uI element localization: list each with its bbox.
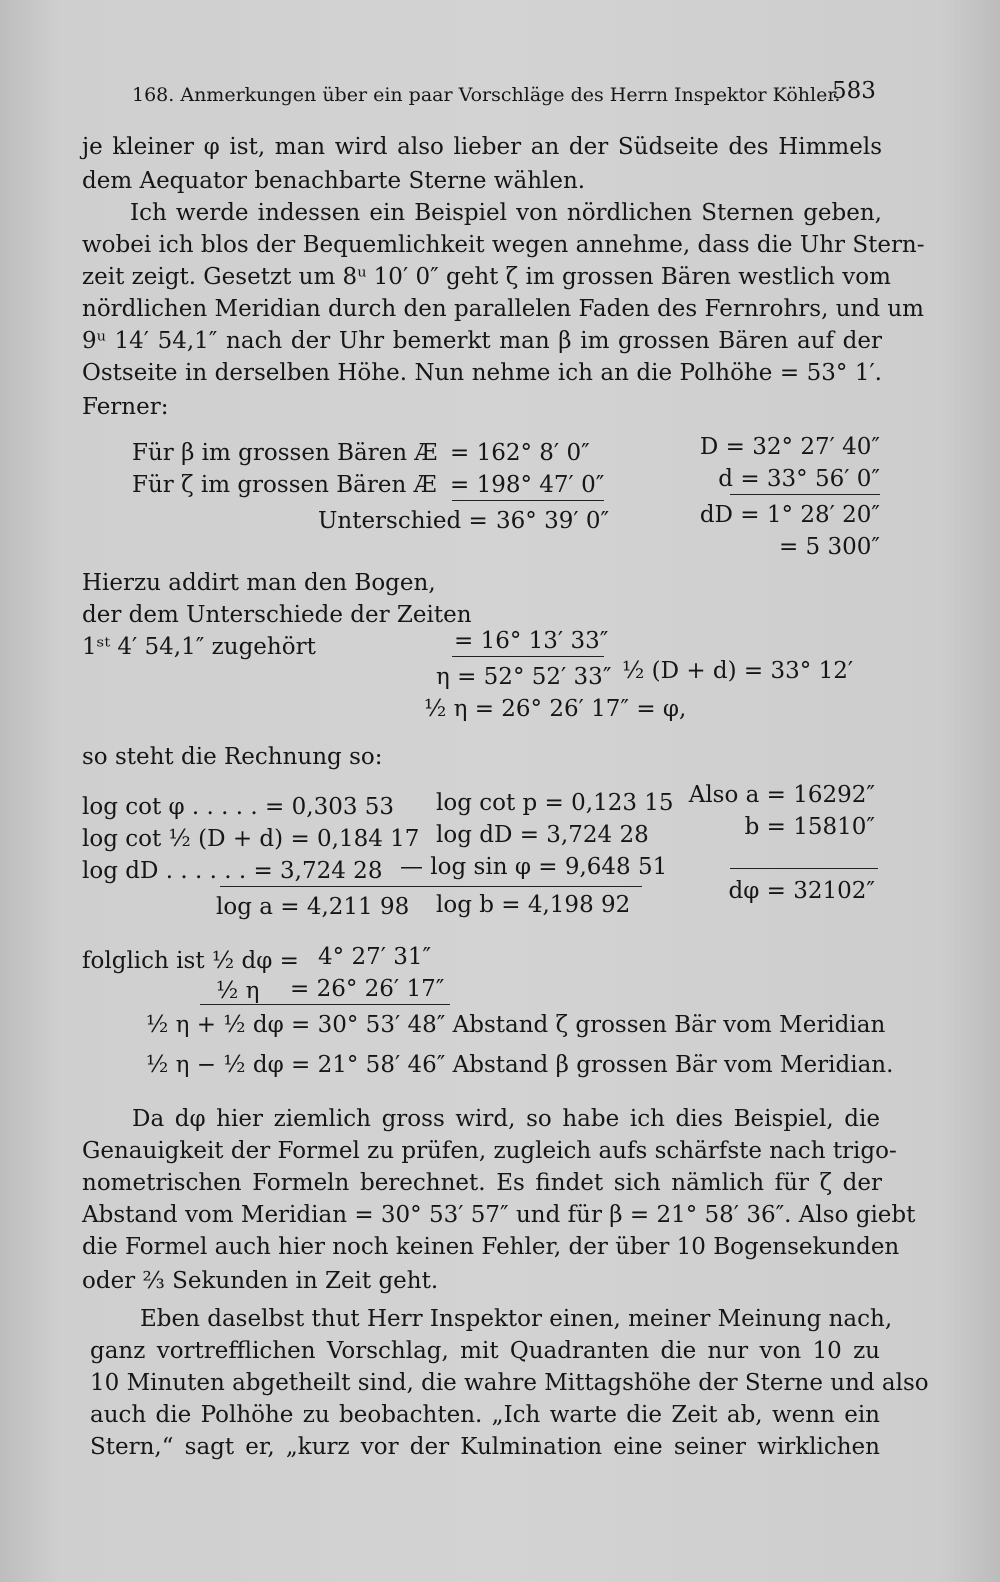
distance-beta: ½ η − ½ dφ = 21° 58′ 46″ Abstand β grossen Bär vom Meridian.	[146, 1052, 894, 1078]
page-number: 583	[832, 78, 876, 104]
text-line: 9ᵘ 14′ 54,1″ nach der Uhr bemerkt man β im grossen Bären auf der	[82, 328, 882, 354]
result-dphi: dφ = 32102″	[728, 878, 875, 904]
dD-value: dD = 1° 28′ 20″	[699, 502, 880, 528]
text-line: auch die Polhöhe zu beobachten. „Ich warte die Zeit ab, wenn ein	[90, 1402, 880, 1428]
half-eta-label: ½ η	[216, 978, 260, 1004]
text-line: Hierzu addirt man den Bogen,	[82, 570, 436, 596]
log-line: log cot ½ (D + d) = 0,184 17	[82, 826, 420, 852]
text-line: Ferner:	[82, 394, 169, 420]
dD-seconds: = 5 300″	[778, 534, 880, 560]
log-line: log cot φ . . . . . = 0,303 53	[82, 794, 395, 820]
distance-zeta: ½ η + ½ dφ = 30° 53′ 48″ Abstand ζ grossen Bär vom Meridian	[146, 1012, 886, 1038]
text-line: der dem Unterschiede der Zeiten	[82, 602, 472, 628]
log-line: log b = 4,198 92	[436, 892, 631, 918]
text-line: Eben daselbst thut Herr Inspektor einen, meiner Meinung nach,	[140, 1306, 893, 1332]
log-line: log dD = 3,724 28	[436, 822, 649, 848]
text-line: je kleiner φ ist, man wird also lieber an der Südseite des Himmels	[82, 134, 882, 160]
text-line: 10 Minuten abgetheilt sind, die wahre Mittagshöhe der Sterne und also	[90, 1370, 929, 1396]
log-line: log cot p = 0,123 15	[436, 790, 674, 816]
half-eta-value: ½ η = 26° 26′ 17″ = φ,	[424, 696, 687, 722]
ra-row-beta-label: Für β im grossen Bären Æ	[132, 440, 438, 466]
text-line: zeit zeigt. Gesetzt um 8ᵘ 10′ 0″ geht ζ im grossen Bären westlich vom	[82, 264, 891, 290]
sum-rule	[200, 1004, 450, 1005]
ra-row-zeta-label: Für ζ im grossen Bären Æ	[132, 472, 437, 498]
text-line: oder ⅔ Sekunden in Zeit geht.	[82, 1268, 439, 1294]
text-line: Abstand vom Meridian = 30° 53′ 57″ und für β = 21° 58′ 36″. Also giebt	[82, 1202, 916, 1228]
sum-rule	[452, 656, 604, 657]
text-line: die Formel auch hier noch keinen Fehler, der über 10 Bogensekunden	[82, 1234, 900, 1260]
text-line: nometrischen Formeln berechnet. Es findet sich nämlich für ζ der	[82, 1170, 882, 1196]
text-line: Ich werde indessen ein Beispiel von nördlichen Sternen geben,	[130, 200, 882, 226]
folglich-value: 4° 27′ 31″	[318, 944, 432, 970]
log-line: log dD . . . . . . = 3,724 28	[82, 858, 383, 884]
declination-D: D = 32° 27′ 40″	[699, 434, 880, 460]
result-a: Also a = 16292″	[688, 782, 875, 808]
log-line: log a = 4,211 98	[216, 894, 410, 920]
running-title: 168. Anmerkungen über ein paar Vorschläge des Herrn Inspektor Köhler.	[132, 84, 841, 106]
difference-label: Unterschied =	[318, 508, 488, 534]
log-line: — log sin φ = 9,648 51	[400, 854, 668, 880]
result-b: b = 15810″	[744, 814, 875, 840]
text-line: so steht die Rechnung so:	[82, 744, 383, 770]
half-eta-value: = 26° 26′ 17″	[290, 976, 445, 1002]
folglich-label: folglich ist ½ dφ =	[82, 948, 299, 974]
text-line: dem Aequator benachbarte Sterne wählen.	[82, 168, 586, 194]
ra-row-beta-value: = 162° 8′ 0″	[450, 440, 590, 466]
text-line: wobei ich blos der Bequemlichkeit wegen annehme, dass die Uhr Stern-	[82, 232, 925, 258]
sum-rule	[452, 500, 604, 501]
text-line: nördlichen Meridian durch den parallelen Faden des Fernrohrs, und um	[82, 296, 924, 322]
text-line: Ostseite in derselben Höhe. Nun nehme ich an die Polhöhe = 53° 1′.	[82, 360, 882, 386]
text-line: ganz vortrefflichen Vorschlag, mit Quadranten die nur von 10 zu	[90, 1338, 880, 1364]
half-sum-value: ½ (D + d) = 33° 12′	[622, 658, 854, 684]
eta-value: η = 52° 52′ 33″	[436, 664, 612, 690]
sum-rule	[730, 494, 880, 495]
text-line: 1ˢᵗ 4′ 54,1″ zugehört	[82, 634, 316, 660]
arc-value: = 16° 13′ 33″	[454, 628, 609, 654]
sum-rule	[220, 886, 642, 887]
ra-row-zeta-value: = 198° 47′ 0″	[450, 472, 605, 498]
difference-value: 36° 39′ 0″	[496, 508, 610, 534]
text-line: Genauigkeit der Formel zu prüfen, zugleich aufs schärfste nach trigo-	[82, 1138, 897, 1164]
text-line: Da dφ hier ziemlich gross wird, so habe ich dies Beispiel, die	[132, 1106, 880, 1132]
declination-d: d = 33° 56′ 0″	[718, 466, 880, 492]
text-line: Stern,“ sagt er, „kurz vor der Kulmination eine seiner wirklichen	[90, 1434, 880, 1460]
sum-rule	[730, 868, 878, 869]
